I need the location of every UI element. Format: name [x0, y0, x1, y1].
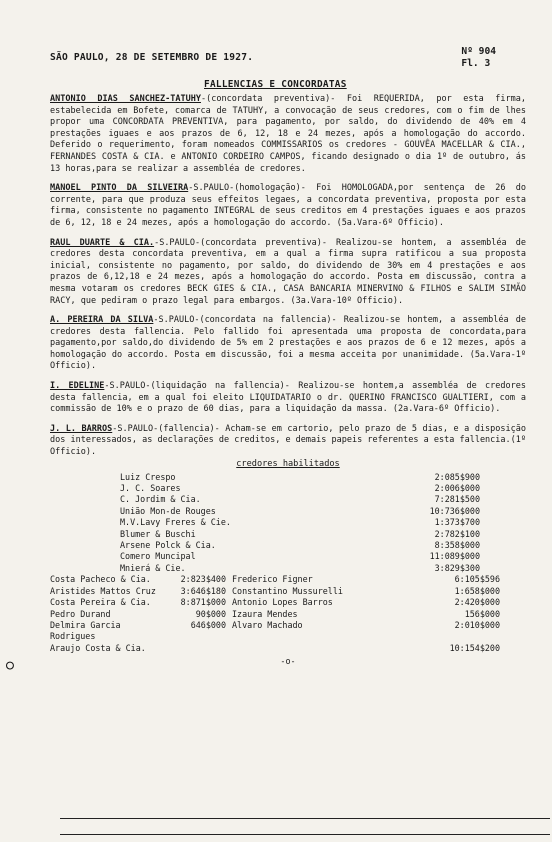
- entry-text: -S.PAULO-(liquidação na fallencia)- Realizou-se hontem,a assembléa de credores desta fallencia, em a qual foi eleito LIQUIDATARIO o dr. QUERINO FRANCISCO GUALTIERI, com a commissão de 10% e o prazo de 60 dias, para a liquidação da massa. (2a.Vara-6º Officio).: [50, 381, 526, 415]
- entry-lead: ANTONIO DIAS SANCHEZ-TATUHY: [50, 94, 201, 104]
- entry-manoel-pinto: [50, 183, 526, 229]
- table-row: Mnierá & Cie. 3:829$300: [120, 562, 480, 573]
- entry-text: -S.PAULO-(concordata na fallencia)- Realizou-se hontem, a assembléa de credores desta fallencia. Pelo fallido foi apresentada uma proposta de concordata,para pagamento,por saldo,do dividendo de 5% em 2 prestações e aos prazos de 6 e 12 mezes, após a homologação do accordo. Posta em discussão, foi a mesma acceita por unanimidade. (5a.Vara-1º Officio).: [50, 315, 526, 372]
- bottom-rule: [60, 818, 550, 819]
- creditors-table: [50, 472, 526, 655]
- entry-lead: I. EDELINE: [50, 381, 105, 392]
- table-row: C. Jordim & Cia. 7:281$500: [120, 494, 480, 505]
- table-row: Luiz Crespo 2:085$900: [120, 471, 480, 482]
- table-row: Aristides Mattos Cruz 3:646$180 Constantino Mussurelli 1:658$000: [50, 585, 500, 596]
- margin-punch-mark: ○: [6, 658, 14, 673]
- table-row: Delmira Garcia Rodrigues 646$000 Alvaro Machado 2:010$000: [50, 619, 500, 642]
- table-row: Araujo Costa & Cia. 10:154$200: [50, 642, 500, 653]
- entry-antonio-dias-sanchez: [50, 94, 526, 175]
- entry-barros: [50, 424, 526, 459]
- bottom-rule: [60, 834, 550, 835]
- entry-text: -S.PAULO-(homologação)- Foi HOMOLOGADA,por sentença de 26 do corrente, para que produza seus effeitos legaes, a concordata preventiva, proposta por esta firma, consistente no pagamento INTEGRAL de seus creditos em 4 prestações iguaes e aos prazos de 6, 12, 18 e 24 mezes, após a homologação do accordo. (5a.Vara-6º Officio).: [50, 183, 526, 228]
- entry-text: -(concordata preventiva)- Foi REQUERIDA, por esta firma, estabelecida em Bofete, comarca de TATUHY, a convocação de seus credores, com o fim de lhes propor uma CONCORDATA PREVENTIVA, para pagamento, por saldo, do dividendo de 40% em 4 prestações iguaes e aos prazos de 6, 12, 18 e 24 mezes, após a homologação do accordo. Deferido o requerimento, foram nomeados COMMISSARIOS os credores - GOUVÊA MACELLAR & CIA., FERNANDES COSTA & CIA. e ANTONIO CORDEIRO CAMPOS, ficando designado o dia 1º de outubro, ás 13 horas,para se realizar a assembléa de credores.: [50, 94, 526, 174]
- entry-lead: A. PEREIRA DA SILVA: [50, 315, 154, 326]
- document-body: [50, 94, 526, 666]
- entry-edeline: [50, 381, 526, 416]
- table-row: Pedro Durand 90$000 Izaura Mendes 156$000: [50, 608, 500, 619]
- table-row: J. C. Soares 2:006$000: [120, 483, 480, 494]
- sheet-number: Fl. 3: [461, 58, 491, 69]
- entry-text: -S.PAULO-(concordata preventiva)- Realizou-se hontem, a assembléa de credores desta concordata preventiva, em a qual a firma supra ratificou a sua proposta inicial, consistente no pagamento, por saldo, do dividendo de 30% em 4 prestações e aos prazos de 6,12,18 e 24 mezes, após a homologação do accordo. Posta em discussão, contra a mesma votaram os credores BECK GIES & CIA., CASA BANCARIA MINERVINO & FILHOS e SALIM SIMÃO RACY, que pediram o prazo legal para embargos. (3a.Vara-10º Officio).: [50, 237, 526, 306]
- table-row: Comero Muncipal 11:089$000: [120, 551, 480, 562]
- table-row: Arsene Polck & Cia. 8:358$000: [120, 540, 480, 551]
- creditors-heading: credores habilitados: [236, 458, 340, 469]
- issue-number: Nº 904: [461, 46, 496, 57]
- entry-text: -S.PAULO-(fallencia)- Acham-se em cartorio, pelo prazo de 5 dias, e a disposição dos interessados, as declarações de creditos, e demais papeis referentes a esta fallencia.(1º Officio).: [50, 423, 526, 458]
- section-title: FALLENCIAS E CONCORDATAS: [204, 79, 347, 90]
- table-row: Costa Pacheco & Cia. 2:823$400 Frederico Figner 6:105$596: [50, 574, 500, 585]
- entry-lead: RAUL DUARTE & CIA.: [50, 237, 155, 248]
- dateline: SÃO PAULO, 28 DE SETEMBRO DE 1927.: [50, 52, 254, 63]
- entry-lead: MANOEL PINTO DA SILVEIRA: [50, 183, 189, 194]
- entry-raul-duarte: [50, 238, 526, 308]
- table-row: União Mon-de Rouges 10:736$000: [120, 505, 480, 516]
- table-row: Blumer & Buschi 2:782$100: [120, 528, 480, 539]
- table-row: Costa Pereira & Cia. 8:871$000 Antonio Lopes Barros 2:420$000: [50, 597, 500, 608]
- entry-lead: J. L. BARROS: [50, 423, 113, 434]
- page-number-block: [461, 46, 496, 70]
- closing-mark: -o-: [280, 656, 296, 667]
- entry-pereira-da-silva: [50, 315, 526, 373]
- table-row: M.V.Lavy Freres & Cie. 1:373$700: [120, 517, 480, 528]
